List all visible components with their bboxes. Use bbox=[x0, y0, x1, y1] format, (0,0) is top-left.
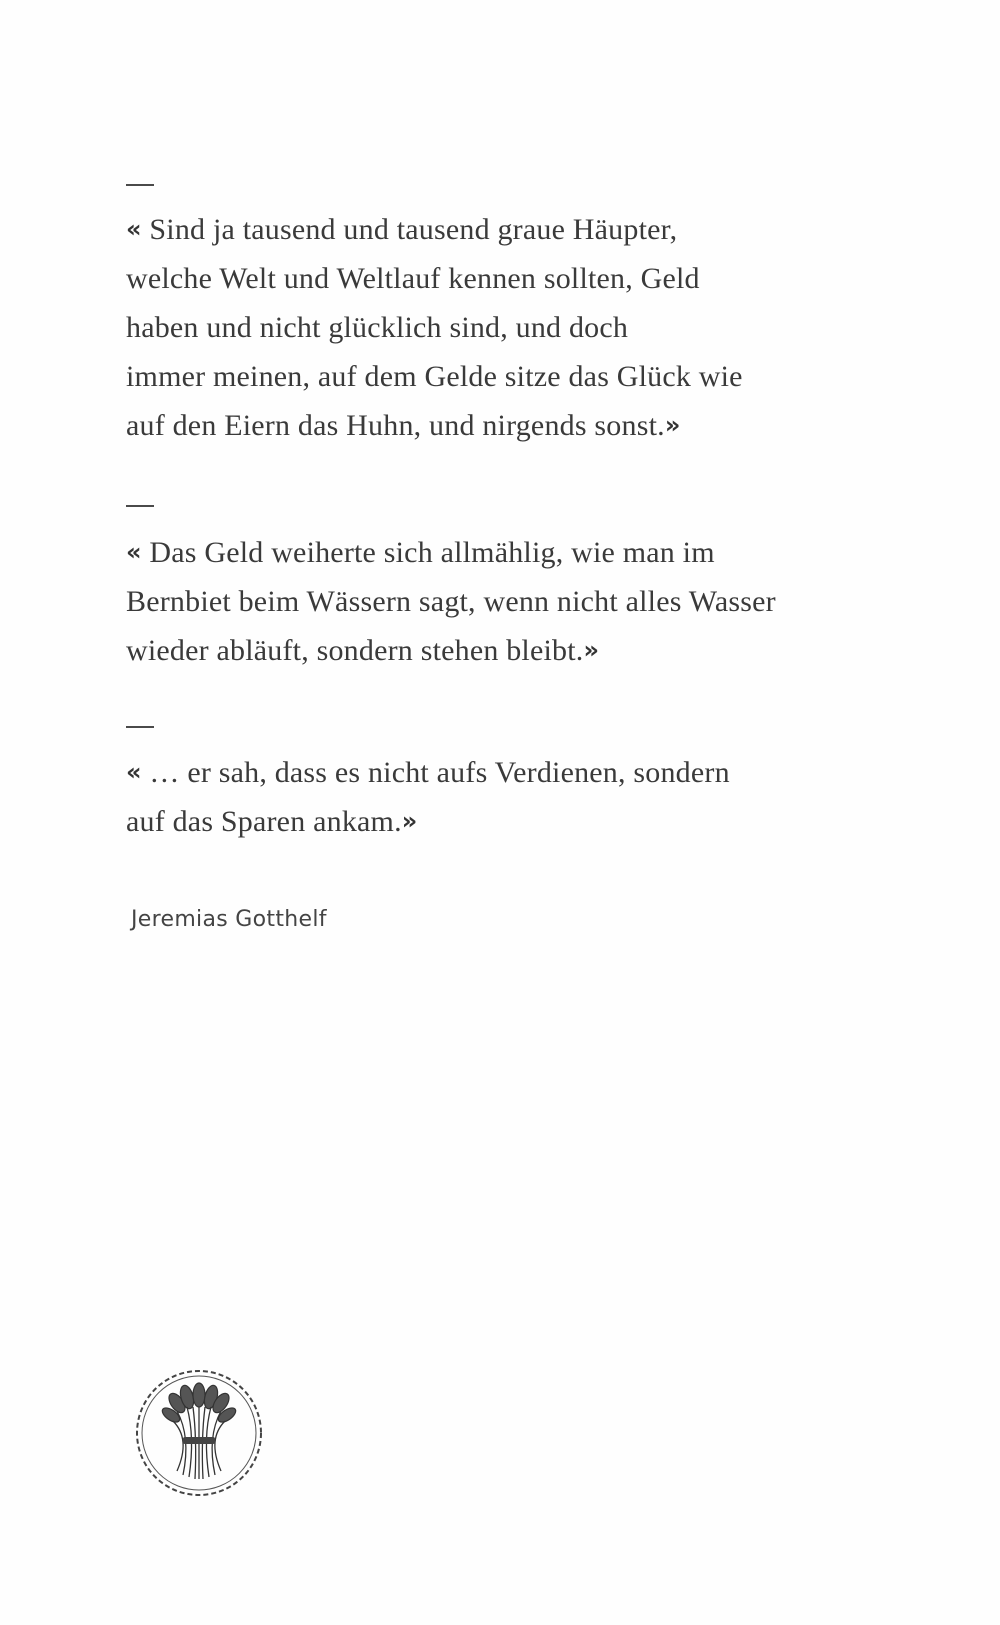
quote-block bbox=[126, 748, 926, 846]
author-name: Jeremias Gotthelf bbox=[131, 907, 327, 932]
quote-line: welche Welt und Weltlauf kennen sollten, Geld bbox=[126, 262, 700, 295]
section-dash bbox=[126, 726, 154, 728]
section-dash bbox=[126, 184, 154, 186]
quote-block bbox=[126, 205, 926, 450]
quote-line: Bernbiet beim Wässern sagt, wenn nicht alles Wasser bbox=[126, 585, 776, 618]
quote-line: immer meinen, auf dem Gelde sitze das Glück wie bbox=[126, 360, 743, 393]
quote-line: « … er sah, dass es nicht aufs Verdienen, sondern bbox=[126, 756, 730, 789]
section-dash bbox=[126, 505, 154, 507]
quote-block bbox=[126, 528, 926, 675]
quote-line: wieder abläuft, sondern stehen bleibt.» bbox=[126, 634, 600, 667]
open-guillemet: « bbox=[126, 538, 142, 566]
quote-line: auf den Eiern das Huhn, und nirgends sonst.» bbox=[126, 409, 681, 442]
quote-line: « Sind ja tausend und tausend graue Häupter, bbox=[126, 213, 678, 246]
open-guillemet: « bbox=[126, 215, 142, 243]
wheat-sheaf-icon bbox=[133, 1367, 265, 1499]
close-guillemet: » bbox=[583, 636, 600, 664]
quote-line: « Das Geld weiherte sich allmählig, wie man im bbox=[126, 536, 715, 569]
close-guillemet: » bbox=[401, 807, 418, 835]
quote-line: haben und nicht glücklich sind, und doch bbox=[126, 311, 629, 344]
open-guillemet: « bbox=[126, 758, 142, 786]
quote-line: auf das Sparen ankam.» bbox=[126, 805, 418, 838]
close-guillemet: » bbox=[664, 411, 681, 439]
